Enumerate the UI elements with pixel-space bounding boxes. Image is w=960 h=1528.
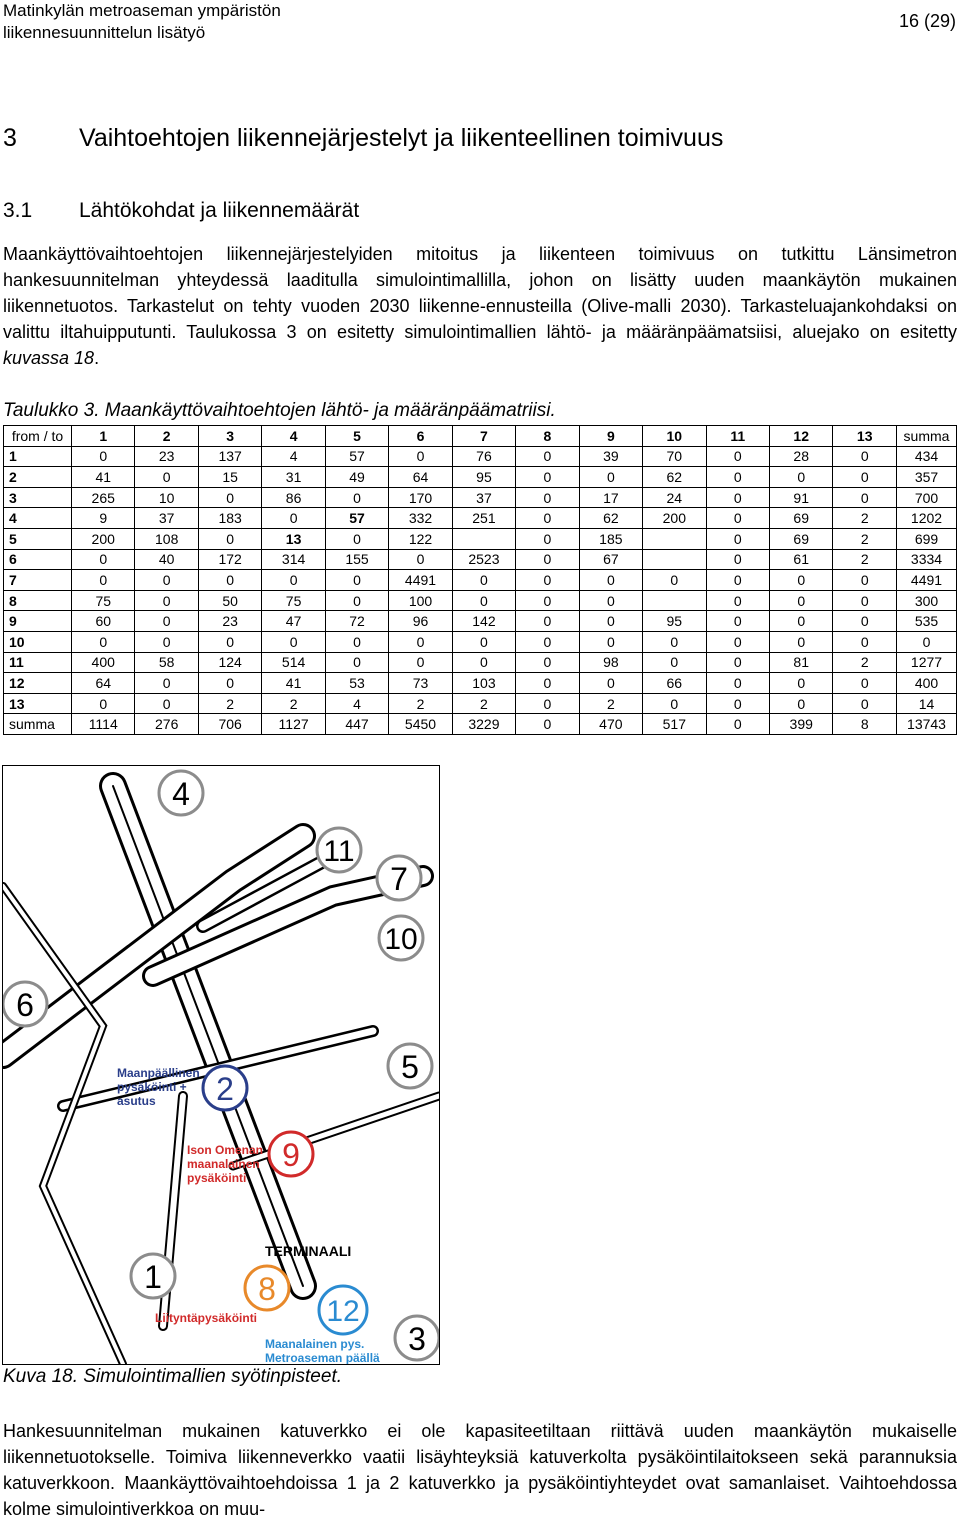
zone-2 (203, 1066, 247, 1110)
table-cell: 0 (135, 570, 198, 591)
table-cell: 0 (325, 487, 388, 508)
table-cell: 0 (833, 590, 897, 611)
table-cell: 700 (897, 487, 957, 508)
table-cell: 0 (643, 570, 706, 591)
zone-1 (131, 1254, 175, 1298)
table-cell: 37 (452, 487, 515, 508)
table-cell: 4 (262, 446, 325, 467)
table-cell: 0 (135, 693, 198, 714)
table-cell: 0 (833, 487, 897, 508)
table-cell: 58 (135, 652, 198, 673)
svg-text:8: 8 (258, 1271, 276, 1307)
table-cell (643, 549, 706, 570)
table-cell: 0 (897, 631, 957, 652)
table-column-header: 6 (389, 426, 452, 447)
table-cell (643, 590, 706, 611)
table-cell: 4 (325, 693, 388, 714)
table-cell: 699 (897, 528, 957, 549)
table-cell: 0 (706, 467, 769, 488)
table-cell: 72 (325, 611, 388, 632)
paragraph-intro-text: Maankäyttövaihtoehtojen liikennejärjestelyiden mitoitus ja liikenteen toimivuus on tutkittu Länsimetron hankesuunnitelman yhteydessä laaditulla simulointimallilla, johon on lisätty uuden maankäytön mukainen liikennetuotos. Tarkastelut on tehty vuoden 2030 liikenne-ennusteilla (Olive-malli 2030). Tarkasteluajankohdaksi on valittu iltahuipputunti. Taulukossa 3 on esitetty simulointimallien lähtö- ja määränpäämatsiisi, aluejako on esitetty (3, 244, 957, 342)
table-cell: 14 (897, 693, 957, 714)
table-cell: 0 (516, 446, 579, 467)
table-cell: 0 (579, 590, 642, 611)
table-cell: 3334 (897, 549, 957, 570)
table-cell: 0 (706, 446, 769, 467)
table-cell: 0 (72, 570, 135, 591)
table-cell: 514 (262, 652, 325, 673)
table-row-header: 9 (4, 611, 72, 632)
table-caption: Taulukko 3. Maankäyttövaihtoehtojen lähtö- ja määränpäämatriisi. (3, 400, 556, 421)
table-cell: 91 (769, 487, 832, 508)
table-row-header: 1 (4, 446, 72, 467)
table-cell: 62 (643, 467, 706, 488)
table-cell: 0 (262, 570, 325, 591)
svg-text:4: 4 (172, 776, 190, 812)
table-cell: 0 (769, 631, 832, 652)
table-cell: 0 (579, 467, 642, 488)
table-row (4, 446, 957, 467)
table-cell: 0 (389, 652, 452, 673)
table-row (4, 570, 957, 591)
zone-12 (319, 1286, 367, 1334)
table-cell: 0 (516, 570, 579, 591)
label-isonomena-3: pysäköinti (187, 1171, 247, 1185)
table-cell: 0 (706, 714, 769, 735)
table-cell: 31 (262, 467, 325, 488)
table-cell: 0 (516, 590, 579, 611)
table-cell: 28 (769, 446, 832, 467)
table-cell: 300 (897, 590, 957, 611)
table-cell: 2523 (452, 549, 515, 570)
table-cell: 122 (389, 528, 452, 549)
table-cell: 447 (325, 714, 388, 735)
table-cell: 0 (769, 467, 832, 488)
table-row-header: summa (4, 714, 72, 735)
label-isonomena-1: Ison Omenan (187, 1143, 264, 1157)
table-cell: 0 (452, 631, 515, 652)
table-cell: 0 (769, 590, 832, 611)
table-cell: 0 (135, 611, 198, 632)
document-title-line2: liikennesuunnittelun lisätyö (3, 23, 206, 42)
table-cell: 0 (452, 570, 515, 591)
label-maanpaallinen-2: pysäköinti + (117, 1080, 187, 1094)
table-row-header: 13 (4, 693, 72, 714)
svg-text:3: 3 (408, 1321, 426, 1357)
table-cell: 5450 (389, 714, 452, 735)
table-cell: 434 (897, 446, 957, 467)
svg-text:5: 5 (401, 1049, 419, 1085)
table-cell: 265 (72, 487, 135, 508)
table-cell: 0 (262, 631, 325, 652)
subsection-title: Lähtökohdat ja liikennemäärät (79, 199, 360, 222)
table-cell: 0 (643, 652, 706, 673)
table-cell: 124 (198, 652, 261, 673)
table-cell: 2 (833, 508, 897, 529)
table-row-header: 12 (4, 673, 72, 694)
table-cell: 0 (769, 611, 832, 632)
table-cell: 0 (769, 673, 832, 694)
table-cell: 706 (198, 714, 261, 735)
table-cell: 73 (389, 673, 452, 694)
table-cell: 200 (643, 508, 706, 529)
table-cell: 0 (579, 570, 642, 591)
table-row-header: 10 (4, 631, 72, 652)
table-column-header: 8 (516, 426, 579, 447)
table-column-header: 9 (579, 426, 642, 447)
paragraph-intro-end: . (94, 348, 100, 368)
table-cell: 4491 (389, 570, 452, 591)
table-cell: 172 (198, 549, 261, 570)
table-cell: 41 (262, 673, 325, 694)
label-maanpaallinen-1: Maanpäällinen (117, 1066, 200, 1080)
table-cell: 0 (516, 549, 579, 570)
table-row (4, 611, 957, 632)
table-cell: 23 (198, 611, 261, 632)
table-cell: 1202 (897, 508, 957, 529)
table-column-header: 10 (643, 426, 706, 447)
table-cell: 0 (325, 570, 388, 591)
table-cell: 0 (516, 631, 579, 652)
table-cell: 0 (833, 673, 897, 694)
table-cell: 15 (198, 467, 261, 488)
table-row (4, 508, 957, 529)
label-terminaali: TERMINAALI (265, 1243, 352, 1259)
table-row (4, 673, 957, 694)
label-liityntapysakointi: Liityntäpysäköinti (155, 1311, 258, 1325)
table-row (4, 652, 957, 673)
table-cell: 0 (833, 446, 897, 467)
table-cell: 0 (325, 631, 388, 652)
svg-text:12: 12 (326, 1295, 360, 1328)
table-cell: 69 (769, 528, 832, 549)
table-cell: 57 (325, 508, 388, 529)
document-title-line1: Matinkylän metroaseman ympäristön (3, 1, 281, 20)
table-cell: 23 (135, 446, 198, 467)
table-row-header: 3 (4, 487, 72, 508)
table-cell: 1114 (72, 714, 135, 735)
table-cell: 8 (833, 714, 897, 735)
table-cell: 57 (325, 446, 388, 467)
table-cell: 50 (198, 590, 261, 611)
table-cell: 0 (706, 652, 769, 673)
table-cell: 0 (325, 528, 388, 549)
table-cell: 2 (833, 528, 897, 549)
table-cell: 10 (135, 487, 198, 508)
table-row (4, 487, 957, 508)
table-row-header: 6 (4, 549, 72, 570)
table-cell: 517 (643, 714, 706, 735)
table-cell: 357 (897, 467, 957, 488)
section-title: Vaihtoehtojen liikennejärjestelyt ja liikenteellinen toimivuus (79, 124, 724, 152)
subsection-number: 3.1 (3, 199, 33, 222)
zone-11 (317, 828, 361, 872)
zone-8 (245, 1266, 289, 1310)
table-cell: 2 (452, 693, 515, 714)
table-corner-cell: from / to (4, 426, 72, 447)
table-cell: 47 (262, 611, 325, 632)
table-cell (643, 528, 706, 549)
table-cell: 0 (72, 549, 135, 570)
table-cell: 17 (579, 487, 642, 508)
table-cell: 2 (579, 693, 642, 714)
table-cell: 0 (706, 631, 769, 652)
table-cell: 0 (516, 652, 579, 673)
table-cell: 108 (135, 528, 198, 549)
table-cell: 0 (706, 508, 769, 529)
table-cell: 81 (769, 652, 832, 673)
table-column-header: 13 (833, 426, 897, 447)
table-cell: 64 (72, 673, 135, 694)
table-cell: 0 (135, 631, 198, 652)
table-cell (452, 528, 515, 549)
table-cell: 0 (706, 673, 769, 694)
table-cell: 0 (706, 528, 769, 549)
table-cell: 0 (72, 446, 135, 467)
document-header (3, 0, 281, 44)
table-cell: 0 (706, 590, 769, 611)
table-cell: 0 (72, 631, 135, 652)
table-cell: 0 (579, 673, 642, 694)
table-cell: 0 (262, 508, 325, 529)
table-cell: 1277 (897, 652, 957, 673)
table-cell: 0 (452, 652, 515, 673)
table-cell: 0 (706, 487, 769, 508)
table-header-row (4, 426, 957, 447)
table-cell: 0 (706, 693, 769, 714)
table-cell: 0 (516, 611, 579, 632)
zone-9 (269, 1132, 313, 1176)
table-cell: 0 (325, 652, 388, 673)
table-cell: 0 (325, 590, 388, 611)
table-cell: 95 (643, 611, 706, 632)
table-cell: 69 (769, 508, 832, 529)
table-cell: 61 (769, 549, 832, 570)
table-cell: 314 (262, 549, 325, 570)
table-cell: 0 (833, 570, 897, 591)
table-cell: 0 (769, 693, 832, 714)
table-cell: 70 (643, 446, 706, 467)
table-cell: 0 (198, 631, 261, 652)
svg-text:11: 11 (323, 835, 355, 868)
table-row-header: 4 (4, 508, 72, 529)
table-cell: 0 (516, 673, 579, 694)
figure-caption: Kuva 18. Simulointimallien syötinpisteet. (3, 1366, 343, 1387)
table-cell: 2 (198, 693, 261, 714)
table-cell: 142 (452, 611, 515, 632)
table-row (4, 714, 957, 735)
table-cell: 399 (769, 714, 832, 735)
section-number: 3 (3, 124, 17, 152)
table-row (4, 528, 957, 549)
table-row-header: 8 (4, 590, 72, 611)
table-cell: 332 (389, 508, 452, 529)
zone-5 (388, 1044, 432, 1088)
label-maanpaallinen-3: asutus (117, 1094, 156, 1108)
table-cell: 0 (833, 693, 897, 714)
table-cell: 276 (135, 714, 198, 735)
table-cell: 39 (579, 446, 642, 467)
table-cell: 400 (72, 652, 135, 673)
table-column-header: 2 (135, 426, 198, 447)
svg-text:6: 6 (16, 987, 34, 1023)
table-cell: 60 (72, 611, 135, 632)
table-cell: 0 (706, 570, 769, 591)
table-cell: 64 (389, 467, 452, 488)
table-cell: 13743 (897, 714, 957, 735)
table-row (4, 631, 957, 652)
table-cell: 0 (389, 446, 452, 467)
table-cell: 0 (643, 631, 706, 652)
table-column-header: 5 (325, 426, 388, 447)
zone-4 (159, 771, 203, 815)
table-cell: 0 (198, 528, 261, 549)
table-cell: 0 (135, 673, 198, 694)
label-maanalainen-1: Maanalainen pys. (265, 1337, 365, 1351)
table-cell: 100 (389, 590, 452, 611)
table-cell: 185 (579, 528, 642, 549)
table-cell: 0 (72, 693, 135, 714)
table-row (4, 590, 957, 611)
table-cell: 0 (769, 570, 832, 591)
table-cell: 183 (198, 508, 261, 529)
table-row-header: 5 (4, 528, 72, 549)
table-cell: 62 (579, 508, 642, 529)
table-cell: 13 (262, 528, 325, 549)
table-column-header: 12 (769, 426, 832, 447)
table-cell: 2 (262, 693, 325, 714)
table-cell: 75 (262, 590, 325, 611)
table-cell: 0 (135, 467, 198, 488)
paragraph-intro (3, 241, 957, 371)
table-cell: 1127 (262, 714, 325, 735)
table-cell: 470 (579, 714, 642, 735)
zone-6 (3, 982, 47, 1026)
figure-reference: kuvassa 18 (3, 348, 95, 368)
table-cell: 9 (72, 508, 135, 529)
table-cell: 41 (72, 467, 135, 488)
table-cell: 75 (72, 590, 135, 611)
zone-7 (377, 856, 421, 900)
zone-13-as-3 (395, 1316, 439, 1360)
table-column-header: 4 (262, 426, 325, 447)
table-cell: 2 (833, 652, 897, 673)
table-cell: 0 (516, 693, 579, 714)
table-cell: 400 (897, 673, 957, 694)
zone-map (3, 766, 439, 1364)
table-cell: 2 (833, 549, 897, 570)
svg-text:2: 2 (216, 1071, 234, 1107)
table-cell: 0 (706, 611, 769, 632)
table-cell: 170 (389, 487, 452, 508)
table-cell: 0 (833, 611, 897, 632)
table-cell: 0 (516, 508, 579, 529)
section-heading (3, 124, 723, 153)
table-cell: 251 (452, 508, 515, 529)
table-cell: 103 (452, 673, 515, 694)
table-cell: 137 (198, 446, 261, 467)
table-cell: 37 (135, 508, 198, 529)
table-row (4, 549, 957, 570)
table-cell: 96 (389, 611, 452, 632)
table-cell: 0 (833, 631, 897, 652)
table-cell: 53 (325, 673, 388, 694)
table-row-header: 11 (4, 652, 72, 673)
table-cell: 0 (643, 693, 706, 714)
table-cell: 49 (325, 467, 388, 488)
table-cell: 67 (579, 549, 642, 570)
zone-10 (379, 916, 423, 960)
table-cell: 0 (579, 611, 642, 632)
subsection-heading (3, 199, 359, 223)
od-matrix-table (3, 425, 957, 735)
table-cell: 0 (389, 631, 452, 652)
table-cell: 66 (643, 673, 706, 694)
table-cell: 76 (452, 446, 515, 467)
table-cell: 0 (579, 631, 642, 652)
table-cell: 0 (198, 570, 261, 591)
table-cell: 0 (516, 487, 579, 508)
svg-text:7: 7 (390, 861, 408, 897)
table-cell: 2 (389, 693, 452, 714)
table-cell: 86 (262, 487, 325, 508)
table-column-header: 7 (452, 426, 515, 447)
paragraph-network: Hankesuunnitelman mukainen katuverkko ei ole kapasiteetiltaan riittävä uuden maankäytön mukaiselle liikennetuotokselle. Toimiva liikenneverkko vaatii lisäyhteyksiä katuverkolta pysäköintilaitokseen sekä parannuksia katuverkkoon. Maankäyttövaihtoehdoissa 1 ja 2 katuverkko ja pysäköintiyhteydet ovat samanlaiset. Vaihtoehdossa kolme simulointiverkkoa on muu- (3, 1421, 957, 1519)
road-side (3, 886, 123, 1364)
table-cell: 3229 (452, 714, 515, 735)
table-cell: 0 (516, 714, 579, 735)
table-row (4, 693, 957, 714)
table-cell: 0 (833, 467, 897, 488)
page-number: 16 (29) (898, 11, 956, 31)
table-cell: 0 (516, 528, 579, 549)
table-column-header: 11 (706, 426, 769, 447)
table-column-header: summa (897, 426, 957, 447)
table-cell: 155 (325, 549, 388, 570)
table-cell: 24 (643, 487, 706, 508)
table-cell: 0 (198, 673, 261, 694)
table-column-header: 1 (72, 426, 135, 447)
label-isonomena-2: maanalainen (187, 1157, 260, 1171)
table-column-header: 3 (198, 426, 261, 447)
svg-text:9: 9 (282, 1137, 300, 1173)
table-cell: 0 (452, 590, 515, 611)
table-row-header: 7 (4, 570, 72, 591)
table-cell: 0 (389, 549, 452, 570)
table-cell: 0 (706, 549, 769, 570)
table-cell: 95 (452, 467, 515, 488)
table-cell: 0 (516, 467, 579, 488)
table-cell: 98 (579, 652, 642, 673)
table-cell: 4491 (897, 570, 957, 591)
table-cell: 0 (198, 487, 261, 508)
table-cell: 200 (72, 528, 135, 549)
zone-map-figure (2, 765, 440, 1365)
table-row (4, 467, 957, 488)
svg-text:10: 10 (384, 923, 418, 956)
label-maanalainen-2: Metroaseman päällä (265, 1351, 380, 1364)
table-cell: 40 (135, 549, 198, 570)
table-cell: 535 (897, 611, 957, 632)
table-row-header: 2 (4, 467, 72, 488)
table-cell: 0 (135, 590, 198, 611)
svg-text:1: 1 (144, 1259, 162, 1295)
